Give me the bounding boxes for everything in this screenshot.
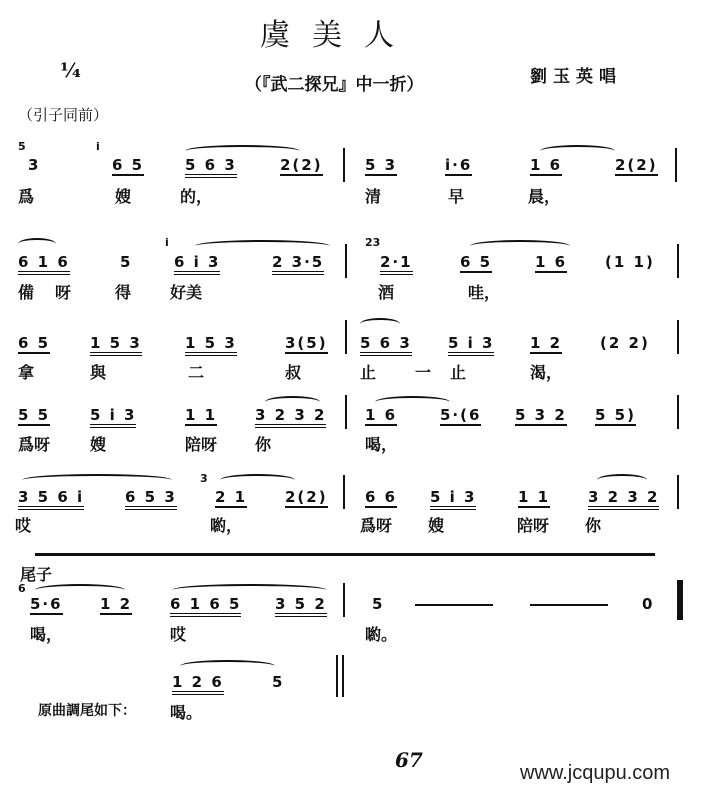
grace-note: i (165, 236, 169, 249)
barline (345, 320, 347, 354)
lyric: 止 (450, 363, 467, 382)
lyric: 爲呀 (360, 516, 393, 535)
slur-mark (18, 238, 56, 250)
grace-note: 6 (18, 582, 26, 595)
slur-mark (220, 474, 295, 486)
slur-mark (597, 474, 647, 486)
note-group: 3 2 3 2 (255, 407, 326, 428)
subtitle: （『武二探兄』中一折） (245, 75, 424, 95)
lyric: 嫂 (115, 187, 132, 206)
note-group: 5 3 2 (515, 406, 567, 424)
barline (677, 475, 679, 509)
barline (345, 395, 347, 429)
barline (677, 244, 679, 278)
note-group: 6 5 (18, 334, 51, 352)
lyric: 拿 (18, 363, 35, 382)
note-group: 3 2 3 2 (588, 489, 659, 510)
slur-mark (195, 240, 330, 252)
grace-note: 3 (200, 472, 208, 485)
note-group: (1 1) (605, 253, 655, 271)
singer-credit: 劉玉英唱 (530, 67, 622, 87)
note-group: 2 3·5 (272, 254, 324, 275)
coda-label: 尾子 (20, 565, 53, 584)
note-group: 5 (372, 595, 385, 613)
slur-mark (22, 474, 172, 486)
lyric: 的， (180, 187, 213, 206)
note-group: 2·1 (380, 254, 413, 275)
note-group: 5 (272, 673, 285, 691)
note-group: 1 5 3 (185, 335, 237, 356)
note-group: 2(2) (615, 156, 658, 174)
note-group: 0 (642, 595, 655, 613)
lyric: 叔 (285, 363, 302, 382)
sustain-dash (415, 604, 493, 606)
lyric: 你 (255, 435, 272, 454)
intro-note: （引子同前） (18, 106, 109, 124)
sustain-dash (530, 604, 608, 606)
barline (677, 320, 679, 354)
note-group: 1 2 (530, 334, 563, 352)
lyric: 哎 (170, 625, 187, 644)
note-group: 1 5 3 (90, 335, 142, 356)
barline (677, 395, 679, 429)
note-group: i·6 (445, 156, 473, 174)
note-group: 5 5 (18, 406, 51, 424)
note-group: 6 5 3 (125, 489, 177, 510)
note-group: 5·(6 (440, 406, 482, 424)
note-group: 1 6 (530, 156, 563, 174)
time-signature: ¼ (60, 58, 81, 82)
note-group: 5 3 (365, 156, 398, 174)
lyric: 與 (90, 363, 107, 382)
lyric: 嫂 (90, 435, 107, 454)
section-divider (35, 553, 655, 556)
note-group: 5 6 3 (360, 335, 412, 356)
lyric: 哇， (468, 283, 501, 302)
note-group: 3(5) (285, 334, 328, 352)
note-group: 1 2 (100, 595, 133, 613)
note-group: 1 6 (535, 253, 568, 271)
note-group: 2(2) (285, 488, 328, 506)
lyric: 止 (360, 363, 377, 382)
note-group: 5 i 3 (430, 489, 476, 510)
original-ending-label: 原曲調尾如下： (38, 703, 136, 719)
note-group: 5·6 (30, 595, 63, 613)
final-barline (677, 580, 683, 620)
lyric: 渴， (530, 363, 563, 382)
barline (343, 583, 345, 617)
note-group: 6 i 3 (174, 254, 220, 275)
lyric: 嫂 (428, 516, 445, 535)
slur-mark (360, 318, 400, 330)
slur-mark (470, 240, 570, 252)
note-group: 5 (120, 253, 133, 271)
note-group: 1 2 6 (172, 674, 224, 695)
note-group: 5 i 3 (448, 335, 494, 356)
lyric: 爲 (18, 187, 35, 206)
lyric: 早 (448, 187, 465, 206)
note-group: 6 5 (112, 156, 145, 174)
lyric: 喲。 (365, 625, 398, 644)
grace-note: 23 (365, 236, 381, 249)
double-barline (342, 655, 344, 697)
lyric: 得 (115, 283, 132, 302)
note-group: 3 5 6 i (18, 489, 84, 510)
lyric: 喝。 (170, 703, 203, 722)
lyric: 備 (18, 283, 35, 302)
note-group: 5 6 3 (185, 157, 237, 178)
note-group: 5 5) (595, 406, 636, 424)
lyric: 哎 (15, 516, 32, 535)
note-group: 2 1 (215, 488, 248, 506)
page-number: 67 (395, 748, 423, 772)
lyric: 一 (415, 363, 432, 382)
lyric: 二 (188, 363, 205, 382)
song-title: 虞美人 (260, 18, 416, 53)
lyric: 呀 (55, 283, 72, 302)
note-group: 6 1 6 (18, 254, 70, 275)
lyric: 喝， (30, 625, 63, 644)
note-group: 2(2) (280, 156, 323, 174)
barline (345, 244, 347, 278)
note-group: 3 (28, 156, 41, 174)
lyric: 爲呀 (18, 435, 51, 454)
lyric: 晨， (528, 187, 561, 206)
note-group: 6 6 (365, 488, 398, 506)
note-group: 1 6 (365, 406, 398, 424)
slur-mark (180, 660, 275, 672)
note-group: 6 5 (460, 253, 493, 271)
note-group: (2 2) (600, 334, 650, 352)
lyric: 酒 (378, 283, 395, 302)
lyric: 好美 (170, 283, 203, 302)
lyric: 喲， (210, 516, 243, 535)
note-group: 5 i 3 (90, 407, 136, 428)
note-group: 1 1 (185, 406, 218, 424)
barline (343, 148, 345, 182)
lyric: 喝， (365, 435, 398, 454)
note-group: 1 1 (518, 488, 551, 506)
barline (343, 475, 345, 509)
lyric: 陪呀 (517, 516, 550, 535)
lyric: 你 (585, 516, 602, 535)
note-group: 6 1 6 5 (170, 596, 241, 617)
double-barline (336, 655, 338, 697)
lyric: 陪呀 (185, 435, 218, 454)
lyric: 清 (365, 187, 382, 206)
grace-note: 5 (18, 140, 26, 153)
watermark: www.jcqupu.com (520, 762, 671, 784)
barline (675, 148, 677, 182)
grace-note: i (96, 140, 100, 153)
note-group: 3 5 2 (275, 596, 327, 617)
